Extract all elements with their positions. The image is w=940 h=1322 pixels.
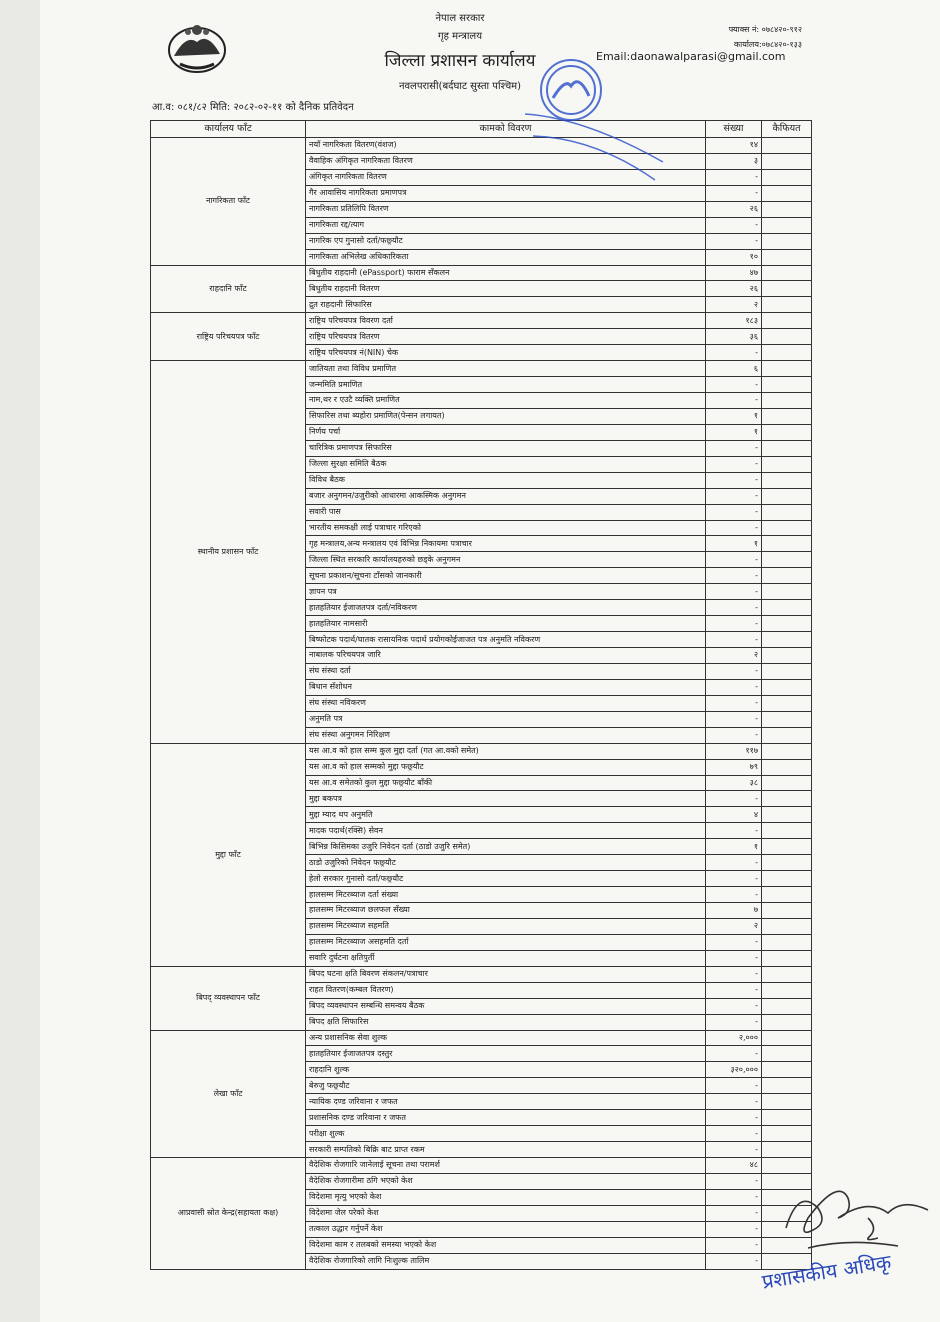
task-count-cell: ७	[706, 903, 762, 919]
task-count-cell: ४८	[706, 1158, 762, 1174]
task-description-cell: नाम,थर र एउटै व्यक्ति प्रमाणित	[306, 393, 706, 409]
email-address: Email:daonawalparasi@gmail.com	[596, 50, 786, 63]
task-count-cell: -	[706, 823, 762, 839]
task-description-cell: गैर आवासिय नागरिकता प्रमाणपत्र	[306, 185, 706, 201]
task-count-cell: -	[706, 169, 762, 185]
task-description-cell: हातहतियार ईजाजतपत्र दर्ता/नविकरण	[306, 600, 706, 616]
task-description-cell: यस आ.व समेतको कुल मुद्दा फछ्र्यौट बाँकी	[306, 775, 706, 791]
task-count-cell: २	[706, 918, 762, 934]
task-description-cell: नाबालक परिचयपत्र जारि	[306, 648, 706, 664]
task-description-cell: नागरिक एप गुनासो दर्ता/फछ्र्यौट	[306, 233, 706, 249]
task-count-cell: -	[706, 695, 762, 711]
task-count-cell: ७९	[706, 759, 762, 775]
task-count-cell: १	[706, 839, 762, 855]
task-description-cell: हातहतियार नामसारी	[306, 616, 706, 632]
task-count-cell: -	[706, 1046, 762, 1062]
task-count-cell: २६	[706, 201, 762, 217]
task-count-cell: -	[706, 711, 762, 727]
task-description-cell: मादक पदार्थ(रक्सि) सेवन	[306, 823, 706, 839]
remarks-cell	[762, 839, 812, 855]
remarks-cell	[762, 249, 812, 265]
task-description-cell: बिष्फोटक पदार्थ/घातक रासायनिक पदार्थ प्रयोगकोईजाजत पत्र अनुमति नविकरण	[306, 632, 706, 648]
task-description-cell: द्रुत राहदानी सिफारिस	[306, 297, 706, 313]
task-description-cell: संघ संस्था अनुगमन निरिक्षण	[306, 727, 706, 743]
task-description-cell: बिपद व्यवस्थापन सम्बन्धि समन्वय बैठक	[306, 998, 706, 1014]
table-row	[151, 1030, 812, 1046]
task-description-cell: नागरिकता अभिलेख अधिकारिकता	[306, 249, 706, 265]
task-count-cell: ३६	[706, 329, 762, 345]
remarks-cell	[762, 1078, 812, 1094]
task-description-cell: संघ संस्था नविकरण	[306, 695, 706, 711]
task-count-cell: १४	[706, 138, 762, 154]
task-description-cell: बिपद घटना क्षति बिवरण संकलन/पत्राचार	[306, 966, 706, 982]
task-count-cell: -	[706, 393, 762, 409]
task-count-cell: -	[706, 1253, 762, 1269]
task-description-cell: जन्ममिति प्रमाणित	[306, 377, 706, 393]
task-description-cell: हालसम्म मिटरब्याज सहमति	[306, 918, 706, 934]
section-name-cell: राष्ट्रिय परिचयपत्र फाँट	[151, 313, 306, 361]
remarks-cell	[762, 201, 812, 217]
remarks-cell	[762, 361, 812, 377]
remarks-cell	[762, 1126, 812, 1142]
remarks-cell	[762, 1142, 812, 1158]
task-count-cell: -	[706, 488, 762, 504]
task-description-cell: तत्काल उद्धार गर्नुपर्ने केश	[306, 1221, 706, 1237]
task-count-cell: -	[706, 663, 762, 679]
task-count-cell: ३	[706, 153, 762, 169]
task-count-cell: -	[706, 472, 762, 488]
task-description-cell: यस आ.व को हाल सम्म कुल मुद्दा दर्ता (गत आ.वको समेत)	[306, 743, 706, 759]
daily-report-table	[150, 120, 812, 1270]
remarks-cell	[762, 281, 812, 297]
task-description-cell: नागरिकता रद्द/त्याग	[306, 217, 706, 233]
task-count-cell: -	[706, 456, 762, 472]
section-name-cell: बिपद् व्यवस्थापन फाँट	[151, 966, 306, 1030]
task-count-cell: -	[706, 504, 762, 520]
task-count-cell: -	[706, 600, 762, 616]
remarks-cell	[762, 1062, 812, 1078]
task-description-cell: अनुमति पत्र	[306, 711, 706, 727]
office-name: जिल्ला प्रशासन कार्यालय	[384, 51, 536, 71]
task-description-cell: विदेशमा काम र तलबको समस्या भएको केश	[306, 1237, 706, 1253]
task-description-cell: बिधुतीय राहदानी वितरण	[306, 281, 706, 297]
task-count-cell: -	[706, 1014, 762, 1030]
remarks-cell	[762, 982, 812, 998]
task-description-cell: निर्णय पर्चा	[306, 424, 706, 440]
task-count-cell: -	[706, 966, 762, 982]
task-description-cell: विदेशमा मृत्यु भएको केश	[306, 1189, 706, 1205]
task-count-cell: -	[706, 934, 762, 950]
col-header-count: संख्या	[706, 121, 762, 138]
remarks-cell	[762, 313, 812, 329]
task-description-cell: हातहतियार ईजाजतपत्र दस्तुर	[306, 1046, 706, 1062]
task-count-cell: १	[706, 424, 762, 440]
table-header-row	[151, 121, 812, 138]
remarks-cell	[762, 297, 812, 313]
task-count-cell: -	[706, 950, 762, 966]
task-count-cell: १	[706, 536, 762, 552]
task-description-cell: नयाँ नागरिकता वितरण(वंशज)	[306, 138, 706, 154]
task-count-cell: -	[706, 552, 762, 568]
remarks-cell	[762, 648, 812, 664]
task-count-cell: -	[706, 998, 762, 1014]
remarks-cell	[762, 791, 812, 807]
task-count-cell: -	[706, 377, 762, 393]
col-header-section: कार्यालय फाँट	[151, 121, 306, 138]
remarks-cell	[762, 520, 812, 536]
task-count-cell: -	[706, 233, 762, 249]
task-description-cell: राहदानि शुल्क	[306, 1062, 706, 1078]
remarks-cell	[762, 887, 812, 903]
task-description-cell: हेलो सरकार गुनासो दर्ता/फछ्र्यौट	[306, 871, 706, 887]
phone-number: कार्यालय:०७८४२०-१३३	[733, 40, 802, 49]
task-count-cell: -	[706, 1094, 762, 1110]
task-description-cell: जिल्ला स्थित सरकारि कार्यालयहरुको छड्के अनुगमन	[306, 552, 706, 568]
task-count-cell: -	[706, 217, 762, 233]
task-description-cell: हालसम्म मिटरब्याज छलफल सँख्या	[306, 903, 706, 919]
remarks-cell	[762, 632, 812, 648]
remarks-cell	[762, 1030, 812, 1046]
task-count-cell: -	[706, 1078, 762, 1094]
remarks-cell	[762, 855, 812, 871]
task-count-cell: -	[706, 1205, 762, 1221]
task-description-cell: ज्ञापन पत्र	[306, 584, 706, 600]
handwritten-signature	[778, 1168, 938, 1258]
remarks-cell	[762, 1110, 812, 1126]
nepal-emblem-logo	[166, 22, 228, 74]
task-count-cell: २	[706, 648, 762, 664]
fax-number: फ्याक्स नं: ०७८४२०-९१२	[728, 25, 802, 34]
remarks-cell	[762, 456, 812, 472]
task-description-cell: विदेशमा जेल परेको केश	[306, 1205, 706, 1221]
task-description-cell: विविध बैठक	[306, 472, 706, 488]
remarks-cell	[762, 727, 812, 743]
remarks-cell	[762, 695, 812, 711]
report-reference-line: आ.व: ०८१/८२ मिति: २०८२-०२-११ को दैनिक प्रतिवेदन	[152, 102, 354, 113]
remarks-cell	[762, 504, 812, 520]
task-count-cell: -	[706, 727, 762, 743]
task-description-cell: नागरिकता प्रतिलिपि वितरण	[306, 201, 706, 217]
task-count-cell: -	[706, 855, 762, 871]
task-count-cell: १०	[706, 249, 762, 265]
task-description-cell: न्यायिक दण्ड जरिवाना र जफत	[306, 1094, 706, 1110]
task-count-cell: -	[706, 185, 762, 201]
task-count-cell: -	[706, 1142, 762, 1158]
remarks-cell	[762, 1014, 812, 1030]
task-description-cell: संघ संस्था दर्ता	[306, 663, 706, 679]
task-count-cell: २	[706, 297, 762, 313]
task-description-cell: बिभिन्न किसिमका उजुरि निवेदन दर्ता (ठाडो उजुरि समेत)	[306, 839, 706, 855]
task-count-cell: २,०००	[706, 1030, 762, 1046]
task-count-cell: -	[706, 1221, 762, 1237]
task-description-cell: सरकारी सम्पतिको बिक्रि बाट प्राप्त रकम	[306, 1142, 706, 1158]
section-name-cell: लेखा फाँट	[151, 1030, 306, 1158]
task-count-cell: ४७	[706, 265, 762, 281]
remarks-cell	[762, 568, 812, 584]
task-count-cell: -	[706, 632, 762, 648]
remarks-cell	[762, 743, 812, 759]
task-count-cell: १८३	[706, 313, 762, 329]
remarks-cell	[762, 138, 812, 154]
task-description-cell: चारित्रिक प्रमाणपत्र सिफारिस	[306, 440, 706, 456]
task-description-cell: जातियता तथा विविध प्रमाणित	[306, 361, 706, 377]
task-description-cell: राष्ट्रिय परिचयपत्र वितरण	[306, 329, 706, 345]
task-count-cell: -	[706, 616, 762, 632]
section-name-cell: राहदानि फाँट	[151, 265, 306, 313]
task-description-cell: अंगिकृत नागरिकता वितरण	[306, 169, 706, 185]
task-count-cell: -	[706, 871, 762, 887]
remarks-cell	[762, 998, 812, 1014]
signatory-designation: प्रशासकीय अधिकृ	[760, 1249, 893, 1294]
task-count-cell: ६	[706, 361, 762, 377]
task-count-cell: -	[706, 520, 762, 536]
task-count-cell: -	[706, 1110, 762, 1126]
task-description-cell: बिधुतीय राहदानी (ePassport) फाराम सँकलन	[306, 265, 706, 281]
task-count-cell: -	[706, 1173, 762, 1189]
task-description-cell: वैदेशिक रोजगारि जानेलाई सूचना तथा परामर्श	[306, 1158, 706, 1174]
remarks-cell	[762, 871, 812, 887]
task-description-cell: बजार अनुगमन/उजुरीको आधारमा आकस्मिक अनुगमन	[306, 488, 706, 504]
task-count-cell: -	[706, 345, 762, 361]
remarks-cell	[762, 918, 812, 934]
ministry-name: गृह मन्त्रालय	[437, 31, 483, 42]
remarks-cell	[762, 807, 812, 823]
remarks-cell	[762, 265, 812, 281]
task-description-cell: यस आ.व को हाल सम्मको मुद्दा फछ्र्यौट	[306, 759, 706, 775]
table-row	[151, 265, 812, 281]
table-row	[151, 361, 812, 377]
task-count-cell: -	[706, 568, 762, 584]
task-description-cell: प्रशासनिक दण्ड जरिवाना र जफत	[306, 1110, 706, 1126]
task-description-cell: अन्य प्रशासनिक सेवा शुल्क	[306, 1030, 706, 1046]
remarks-cell	[762, 536, 812, 552]
remarks-cell	[762, 488, 812, 504]
section-name-cell: आप्रवासी स्रोत केन्द्र(सहायता कक्ष)	[151, 1158, 306, 1270]
task-count-cell: ३८	[706, 775, 762, 791]
remarks-cell	[762, 616, 812, 632]
remarks-cell	[762, 600, 812, 616]
task-description-cell: मुद्दा म्याद थप अनुमति	[306, 807, 706, 823]
task-count-cell: ४	[706, 807, 762, 823]
task-count-cell: -	[706, 584, 762, 600]
remarks-cell	[762, 584, 812, 600]
remarks-cell	[762, 934, 812, 950]
remarks-cell	[762, 185, 812, 201]
table-row	[151, 1158, 812, 1174]
remarks-cell	[762, 711, 812, 727]
table-row	[151, 313, 812, 329]
remarks-cell	[762, 377, 812, 393]
task-count-cell: ११७	[706, 743, 762, 759]
task-count-cell: -	[706, 1237, 762, 1253]
remarks-cell	[762, 823, 812, 839]
task-description-cell: राष्ट्रिय परिचयपत्र नं(NIN) चेक	[306, 345, 706, 361]
task-description-cell: परीक्षा शुल्क	[306, 1126, 706, 1142]
table-row	[151, 138, 812, 154]
task-description-cell: वैदेशिक रोजगारिको लागि निःशुल्क तालिम	[306, 1253, 706, 1269]
task-description-cell: वैदेशिक रोजगारीमा ठगि भएको केश	[306, 1173, 706, 1189]
remarks-cell	[762, 153, 812, 169]
remarks-cell	[762, 472, 812, 488]
task-description-cell: भारतीय समकक्षी लाई पत्राचार गरिएको	[306, 520, 706, 536]
task-description-cell: बिपद क्षति सिफारिस	[306, 1014, 706, 1030]
task-description-cell: राष्ट्रिय परिचयपत्र विवरण दर्ता	[306, 313, 706, 329]
remarks-cell	[762, 663, 812, 679]
task-description-cell: वैवाहिक अंगिकृत नागरिकता वितरण	[306, 153, 706, 169]
task-description-cell: राहत वितरण(कम्बल वितरण)	[306, 982, 706, 998]
task-count-cell: -	[706, 440, 762, 456]
task-description-cell: सवारी पास	[306, 504, 706, 520]
remarks-cell	[762, 393, 812, 409]
task-count-cell: १	[706, 408, 762, 424]
task-description-cell: मुद्दा बकपत्र	[306, 791, 706, 807]
task-description-cell: ठाडो उजुरिको निवेदन फछ्र्यौट	[306, 855, 706, 871]
remarks-cell	[762, 329, 812, 345]
remarks-cell	[762, 217, 812, 233]
office-location: नवलपरासी(बर्दघाट सुस्ता पश्चिम)	[398, 81, 522, 92]
task-count-cell: ३२०,०००	[706, 1062, 762, 1078]
section-name-cell: नागरिकता फाँट	[151, 138, 306, 266]
remarks-cell	[762, 169, 812, 185]
task-description-cell: सूचना प्रकाशन/सूचना टाँसको जानकारी	[306, 568, 706, 584]
task-count-cell: -	[706, 1126, 762, 1142]
remarks-cell	[762, 552, 812, 568]
remarks-cell	[762, 1094, 812, 1110]
remarks-cell	[762, 759, 812, 775]
remarks-cell	[762, 233, 812, 249]
section-name-cell: स्थानीय प्रशासन फाँट	[151, 361, 306, 744]
table-row	[151, 743, 812, 759]
task-description-cell: बिधान सँशोधन	[306, 679, 706, 695]
section-name-cell: मुद्दा फाँट	[151, 743, 306, 966]
government-name: नेपाल सरकार	[435, 13, 485, 24]
remarks-cell	[762, 1046, 812, 1062]
task-description-cell: सवारि दुर्घटना क्षतिपुर्ती	[306, 950, 706, 966]
remarks-cell	[762, 950, 812, 966]
remarks-cell	[762, 966, 812, 982]
task-count-cell: -	[706, 887, 762, 903]
task-count-cell: -	[706, 679, 762, 695]
table-body	[151, 138, 812, 1270]
remarks-cell	[762, 903, 812, 919]
remarks-cell	[762, 775, 812, 791]
table-row	[151, 966, 812, 982]
office-header	[360, 8, 560, 92]
task-description-cell: बेरुजु फछ्र्यौट	[306, 1078, 706, 1094]
task-description-cell: जिल्ला सुरक्षा समिति बैठक	[306, 456, 706, 472]
remarks-cell	[762, 440, 812, 456]
task-description-cell: गृह मन्त्रालय,अन्य मन्त्रालय एवं विभिन्न निकायमा पत्राचार	[306, 536, 706, 552]
task-count-cell: -	[706, 791, 762, 807]
task-count-cell: -	[706, 982, 762, 998]
task-description-cell: सिफारिस तथा ब्यहोरा प्रमाणित(पेन्सन लगायत)	[306, 408, 706, 424]
col-header-description: कामको विवरण	[306, 121, 706, 138]
remarks-cell	[762, 408, 812, 424]
task-description-cell: हालसम्म मिटरब्याज असहमति दर्ता	[306, 934, 706, 950]
remarks-cell	[762, 345, 812, 361]
remarks-cell	[762, 424, 812, 440]
remarks-cell	[762, 679, 812, 695]
task-count-cell: -	[706, 1189, 762, 1205]
contact-block	[690, 22, 802, 52]
col-header-remarks: कैफियत	[762, 121, 812, 138]
task-count-cell: २६	[706, 281, 762, 297]
task-description-cell: हालसम्म मिटरब्याज दर्ता संख्या	[306, 887, 706, 903]
